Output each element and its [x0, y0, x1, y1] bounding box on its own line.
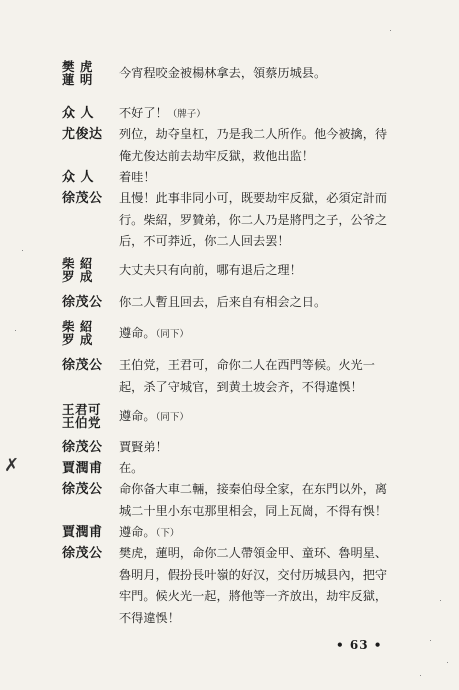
- dialogue-text: 列位，劫夺皇杠，乃是我二人所作。他今被擒，待 俺尤俊达前去劫牢反獄，救他出监！: [119, 127, 388, 163]
- speaker-name: 尤俊达: [62, 127, 103, 142]
- speaker-name: 徐茂公: [62, 358, 103, 373]
- dialogue-text: 命你备大車二輛，接秦伯母全家，在东門以外，离 城二十里小东屯那里相会，同上瓦崗，不得有悞！: [119, 482, 388, 518]
- speaker-name: 賈潤甫: [62, 461, 103, 476]
- page-number: • 63 •: [336, 638, 383, 652]
- dialogue-text: 大丈夫只有向前，哪有退后之理！: [119, 263, 302, 277]
- speaker-name: 賈潤甫: [62, 525, 103, 540]
- speaker-name: 徐茂公: [62, 482, 103, 497]
- speaker-name: 罗 成: [62, 332, 93, 347]
- dialogue-text: 且慢！此事非同小可，既要劫牢反獄，必須定計而 行。柴紹，罗贊弟，你二人乃是將門之子，公爷之 后，不可莽近，你二人回去罢！: [119, 191, 388, 248]
- speaker-name: 徐茂公: [62, 546, 103, 561]
- stage-direction: （同下）: [155, 412, 189, 423]
- dialogue-text: 不好了！（牌子）: [119, 106, 206, 120]
- stage-direction: （牌子）: [167, 109, 206, 120]
- speaker-name: 柴 紹: [62, 319, 93, 334]
- dialogue-text: 樊虎，蓮明，命你二人帶領金甲、童环、魯明星、 魯明月，假扮長叶嶺的好汉，交付历城县內，把守 牢門。候火光一起，將他等一齐放出，劫牢反獄， 不得違悞！: [119, 546, 388, 625]
- dialogue-text: 今宵程咬金被楊林拿去，領蔡历城县。: [119, 66, 327, 80]
- dialogue-text: 遵命。（同下）: [119, 409, 189, 423]
- speaker-name: 众 人: [62, 106, 95, 121]
- margin-ink-mark: ✗: [4, 455, 20, 476]
- dialogue-text: 王伯党，王君可，命你二人在西門等候。火光一 起，杀了守城官，到黄土坡会齐，不得違悞！: [119, 358, 375, 394]
- speaker-name: 徐茂公: [62, 191, 103, 206]
- speaker-name: 蓮 明: [62, 72, 93, 87]
- speaker-name: 王君可: [62, 402, 102, 417]
- speaker-name: 徐茂公: [62, 295, 103, 310]
- stage-direction: （同下）: [155, 329, 189, 340]
- speaker-name: 柴 紹: [62, 256, 93, 271]
- speaker-name: 徐茂公: [62, 440, 103, 455]
- dialogue-text: 在。: [119, 461, 144, 475]
- dialogue-text: 賈賢弟！: [119, 440, 168, 454]
- stage-direction: （下）: [155, 528, 180, 539]
- dialogue-text: 遵命。（同下）: [119, 326, 189, 340]
- dialogue-text: 着哇！: [119, 170, 156, 184]
- dialogue-text: 遵命。（下）: [119, 525, 180, 539]
- speaker-name: 众 人: [62, 170, 95, 185]
- speaker-name: 罗 成: [62, 269, 93, 284]
- speaker-name: 王伯党: [62, 415, 102, 430]
- dialogue-text: 你二人暫且回去，后来自有相会之日。: [119, 295, 327, 309]
- speaker-name: 樊 虎: [62, 59, 93, 74]
